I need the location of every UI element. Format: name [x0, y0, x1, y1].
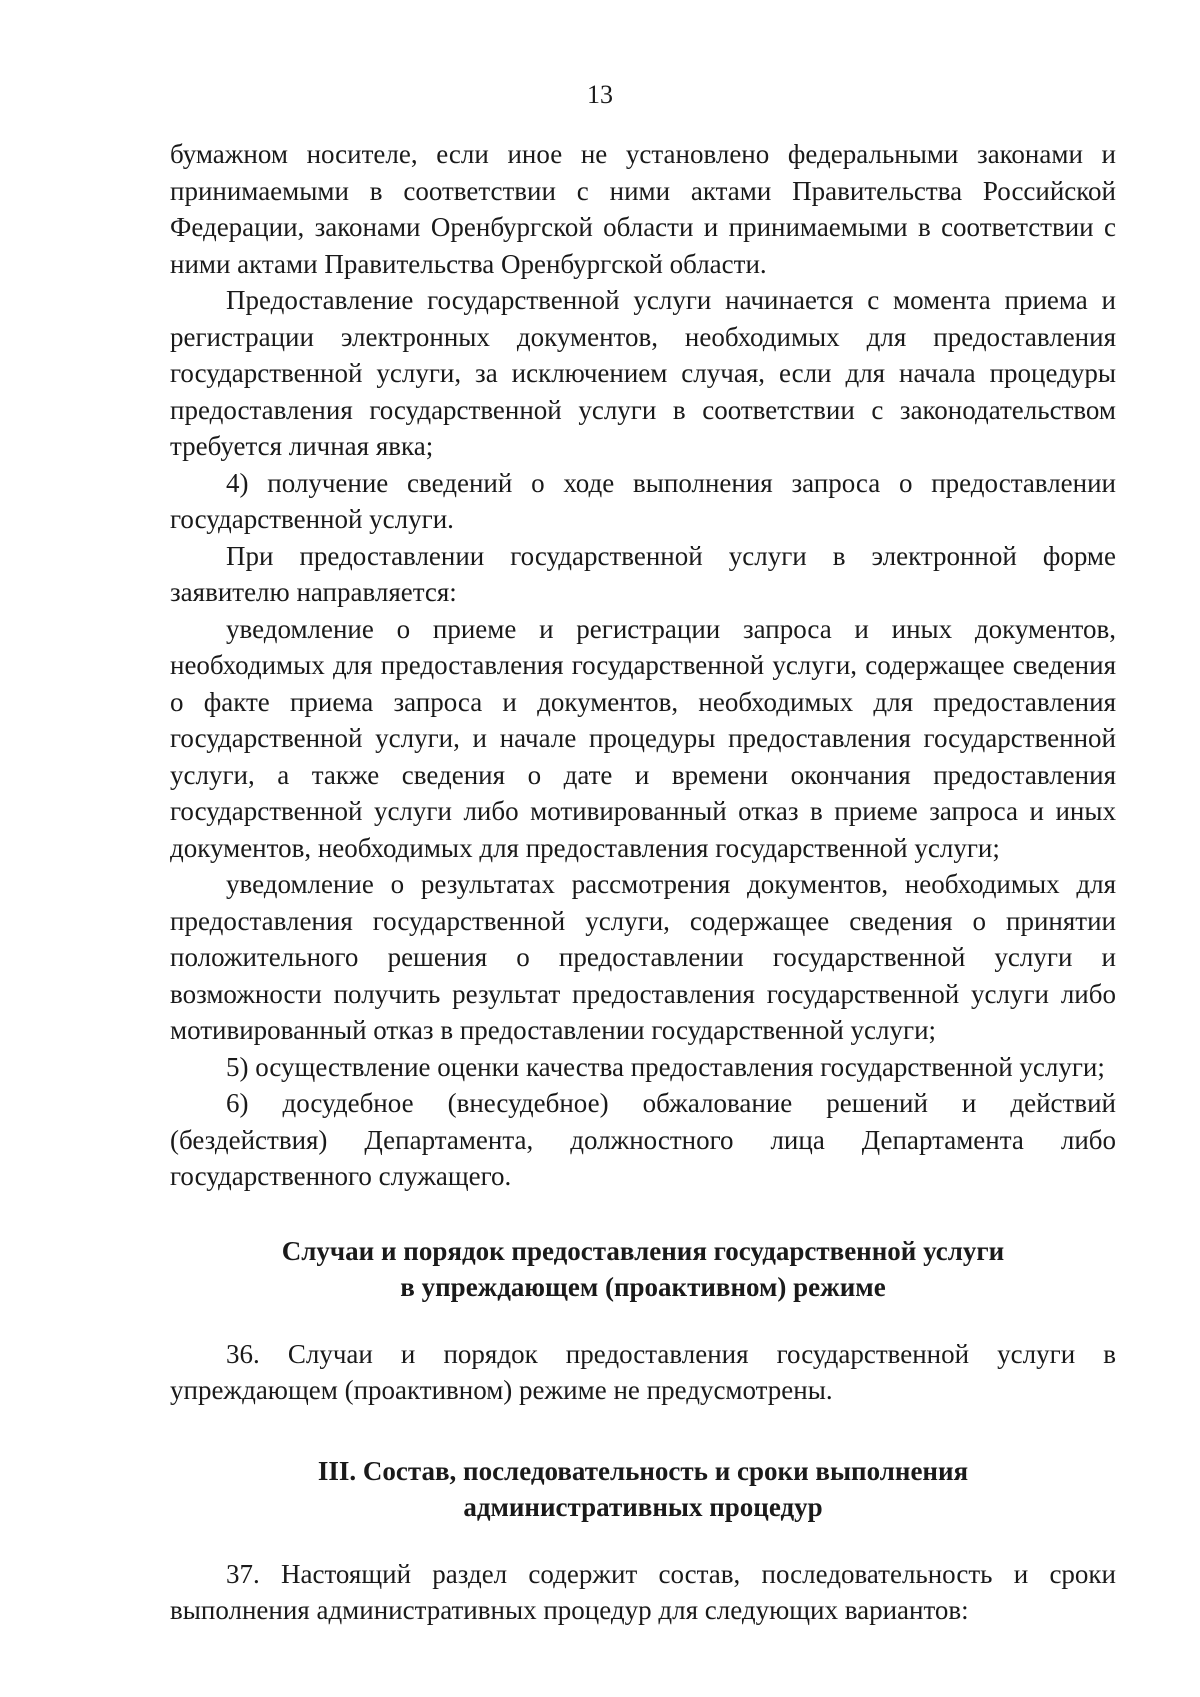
section-heading-iii-line2: административных процедур: [463, 1492, 823, 1522]
document-body: [170, 136, 1116, 1629]
paragraph-notification-receipt: уведомление о приеме и регистрации запроса и иных документов, необходимых для предоставления государственной услуги, содержащее сведения о факте приема запроса и документов, необходимых для предоставления государственной услуги, и начале процедуры предоставления государственной услуги, а также сведения о дате и времени окончания предоставления государственной услуги либо мотивированный отказ в приеме запроса и иных документов, необходимых для предоставления государственной услуги;: [170, 613, 1116, 863]
section-heading-proactive-line2: в упреждающем (проактивном) режиме: [400, 1272, 886, 1302]
paragraph-item-6: 6) досудебное (внесудебное) обжалование решений и действий (бездействия) Департамента, должностного лица Департамента либо государственного служащего.: [170, 1088, 1116, 1191]
paragraph-37: 37. Настоящий раздел содержит состав, последовательность и сроки выполнения административных процедур для следующих вариантов:: [170, 1558, 1116, 1625]
section-heading-proactive: [170, 1233, 1116, 1306]
section-heading-iii-line1: III. Состав, последовательность и сроки выполнения: [317, 1455, 969, 1486]
paragraph-notification-results: уведомление о результатах рассмотрения документов, необходимых для предоставления государственной услуги, содержащее сведения о принятии положительного решения о предоставлении государственной услуги и возможности получить результат предоставления государственной услуги либо мотивированный отказ в предоставлении государственной услуги;: [170, 869, 1116, 1045]
paragraph-item-4: 4) получение сведений о ходе выполнения запроса о предоставлении государственной услуги.: [170, 467, 1116, 534]
paragraph-36: 36. Случаи и порядок предоставления государственной услуги в упреждающем (проактивном) режиме не предусмотрены.: [170, 1338, 1116, 1405]
page-number: 13: [587, 80, 613, 109]
paragraph-item-5: 5) осуществление оценки качества предоставления государственной услуги;: [226, 1051, 1105, 1082]
paragraph-electronic-form: При предоставлении государственной услуги в электронной форме заявителю направляется:: [170, 540, 1116, 607]
section-heading-iii: [170, 1453, 1116, 1526]
paragraph-service-start: Предоставление государственной услуги начинается с момента приема и регистрации электронных документов, необходимых для предоставления государственной услуги, за исключением случая, если для начала процедуры предоставления государственной услуги в соответствии с законодательством требуется личная явка;: [170, 285, 1116, 461]
paragraph-continuation: бумажном носителе, если иное не установлено федеральными законами и принимаемыми в соответствии с ними актами Правительства Российской Федерации, законами Оренбургской области и принимаемыми в соответствии с ними актами Правительства Оренбургской области.: [170, 139, 1116, 279]
section-heading-proactive-line1: Случаи и порядок предоставления государственной услуги: [281, 1235, 1005, 1266]
